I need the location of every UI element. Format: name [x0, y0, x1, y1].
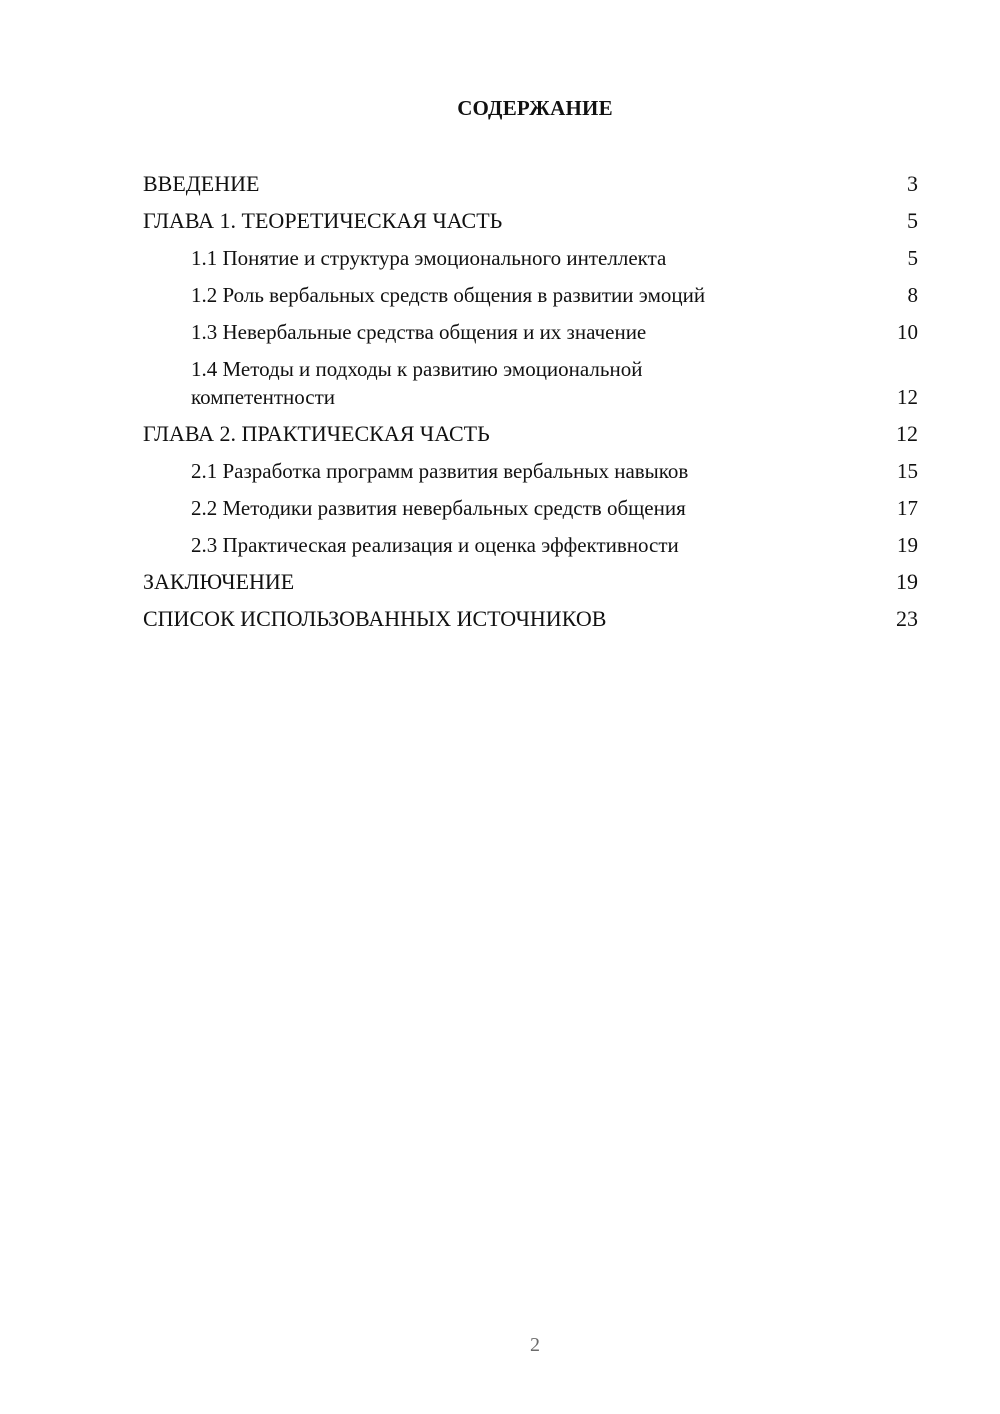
toc-entry-section-2-2	[143, 494, 918, 522]
toc-entry-page: 10	[897, 320, 918, 344]
toc-entry-title: 1.1 Понятие и структура эмоционального интеллекта	[191, 246, 667, 270]
toc-entry-title: ГЛАВА 2. ПРАКТИЧЕСКАЯ ЧАСТЬ	[143, 421, 490, 446]
toc-entry-page: 5	[907, 246, 918, 270]
toc-entry-introduction	[143, 170, 918, 198]
toc-entry-section-2-1	[143, 457, 918, 485]
toc-entry-section-2-3	[143, 531, 918, 559]
toc-entry-section-1-3	[143, 318, 918, 346]
toc-entry-title: ВВЕДЕНИЕ	[143, 171, 260, 196]
toc-entry-page: 12	[897, 385, 918, 409]
toc-entry-page: 15	[897, 459, 918, 483]
toc-entry-section-1-2	[143, 281, 918, 309]
toc-entry-title: 1.4 Методы и подходы к развитию эмоциональной компетентности	[191, 357, 643, 409]
toc-entry-page: 19	[896, 569, 918, 594]
toc-entry-page: 19	[897, 533, 918, 557]
page-title: СОДЕРЖАНИЕ	[457, 96, 613, 120]
toc-entry-page: 8	[907, 283, 918, 307]
toc-entry-title: 2.1 Разработка программ развития вербальных навыков	[191, 459, 689, 483]
toc-entry-section-1-4	[143, 355, 918, 411]
toc-entry-page: 23	[896, 606, 918, 631]
toc-entry-title: 2.3 Практическая реализация и оценка эффективности	[191, 533, 679, 557]
toc-entry-title: 1.3 Невербальные средства общения и их значение	[191, 320, 647, 344]
toc-entry-conclusion	[143, 568, 918, 596]
page-number: 2	[530, 1334, 540, 1356]
toc-entry-title: 1.2 Роль вербальных средств общения в развитии эмоций	[191, 283, 706, 307]
toc-entry-chapter-2	[143, 420, 918, 448]
toc-entry-page: 17	[897, 496, 918, 520]
toc-entry-title: СПИСОК ИСПОЛЬЗОВАННЫХ ИСТОЧНИКОВ	[143, 606, 607, 631]
toc-entry-page: 3	[907, 171, 918, 196]
toc-entry-page: 5	[907, 208, 918, 233]
toc-entry-title: ГЛАВА 1. ТЕОРЕТИЧЕСКАЯ ЧАСТЬ	[143, 208, 503, 233]
toc-entry-references	[143, 605, 918, 633]
toc-entry-chapter-1	[143, 207, 918, 235]
toc-entry-title: 2.2 Методики развития невербальных средств общения	[191, 496, 686, 520]
table-of-contents	[143, 170, 918, 642]
toc-entry-section-1-1	[143, 244, 918, 272]
toc-entry-page: 12	[896, 421, 918, 446]
toc-entry-title: ЗАКЛЮЧЕНИЕ	[143, 569, 295, 594]
